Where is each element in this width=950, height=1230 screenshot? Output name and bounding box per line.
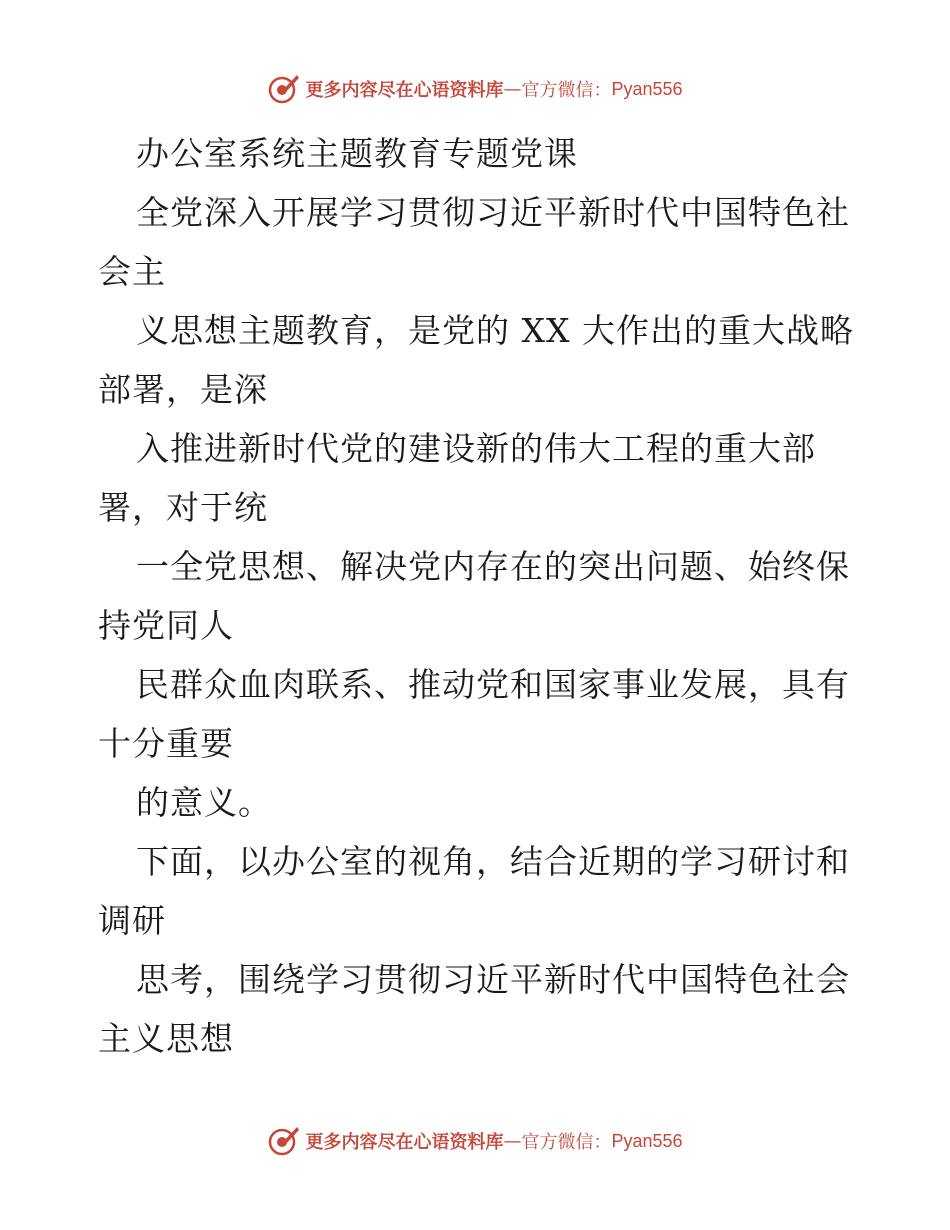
watermark-wechat-id: Pyan556 bbox=[611, 1130, 683, 1151]
watermark-wechat-id: Pyan556 bbox=[611, 78, 683, 99]
text-line: 一全党思想、解决党内存在的突出问题、始终保 bbox=[136, 547, 850, 586]
text-line: 义思想主题教育，是党的 XX 大作出的重大战略 bbox=[136, 311, 854, 350]
quill-seal-icon bbox=[267, 72, 301, 106]
text-line: 的意义。 bbox=[136, 783, 272, 822]
watermark-brand: 更多内容尽在心语资料库 bbox=[305, 80, 504, 101]
text-line: 署，对于统 bbox=[98, 488, 268, 527]
text-line: 十分重要 bbox=[98, 724, 234, 763]
watermark-wechat-label: 官方微信： bbox=[521, 80, 612, 101]
document-title: 办公室系统主题教育专题党课 bbox=[136, 134, 578, 173]
quill-seal-icon bbox=[267, 1124, 301, 1158]
watermark-separator: — bbox=[503, 1130, 522, 1152]
text-line: 思考，围绕学习贯彻习近平新时代中国特色社会 bbox=[136, 960, 850, 999]
text-line: 主义思想 bbox=[98, 1019, 234, 1058]
document-body bbox=[98, 124, 858, 1068]
text-line: 部署，是深 bbox=[98, 370, 268, 409]
text-line: 入推进新时代党的建设新的伟大工程的重大部 bbox=[136, 429, 816, 468]
footer-watermark bbox=[0, 1124, 950, 1158]
text-line: 会主 bbox=[98, 252, 166, 291]
text-line: 民群众血肉联系、推动党和国家事业发展，具有 bbox=[136, 665, 850, 704]
text-line: 持党同人 bbox=[98, 606, 234, 645]
text-line: 调研 bbox=[98, 901, 166, 940]
text-line: 下面，以办公室的视角，结合近期的学习研讨和 bbox=[136, 842, 850, 881]
text-line: 全党深入开展学习贯彻习近平新时代中国特色社 bbox=[136, 193, 850, 232]
watermark-wechat-label: 官方微信： bbox=[521, 1132, 612, 1153]
header-watermark bbox=[0, 72, 950, 106]
watermark-separator: — bbox=[503, 78, 522, 100]
watermark-brand: 更多内容尽在心语资料库 bbox=[305, 1132, 504, 1153]
